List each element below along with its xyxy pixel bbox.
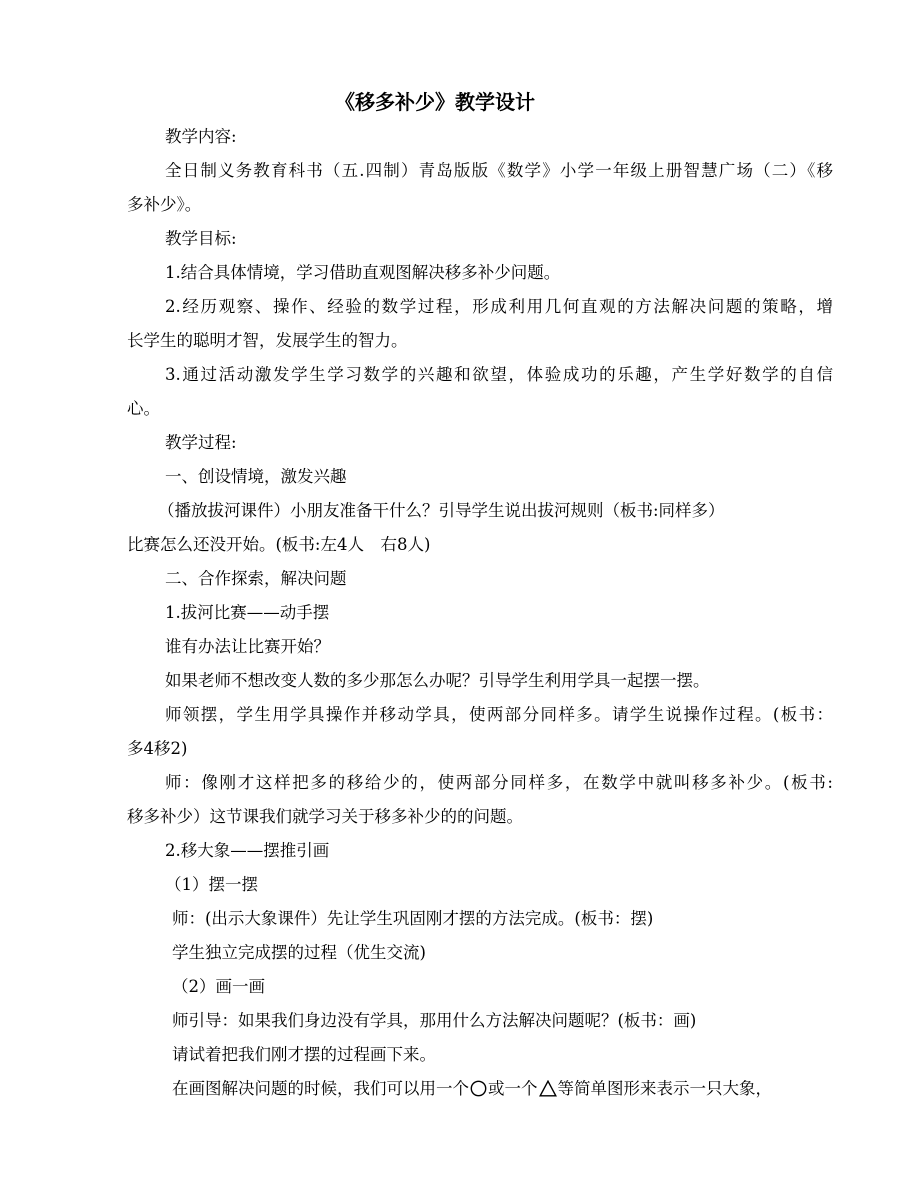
subsection-1-heading: 1.拔河比赛——动手摆 [165, 603, 330, 622]
document-title: 《移多补少》教学设计 [335, 90, 535, 114]
step-1-heading: （1）摆一摆 [165, 875, 258, 894]
subsection-2-heading: 2.移大象——摆推引画 [165, 841, 330, 860]
goal-3-line-1: 3.通过活动激发学生学习数学的兴趣和欲望，体验成功的乐趣，产生学好数学的自信 [165, 365, 833, 384]
goal-2-line-1: 2.经历观察、操作、经验的数学过程，形成利用几何直观的方法解决问题的策略，增 [165, 297, 833, 316]
section-1-line-1: （播放拔河课件）小朋友准备干什么？引导学生说出拔河规则（板书:同样多） [158, 501, 725, 520]
goal-2-line-2: 长学生的聪明才智，发展学生的智力。 [127, 331, 408, 350]
paragraph-1-line-2: 多4移2) [127, 739, 188, 758]
paragraph-2-line-1: 师：像刚才这样把多的移给少的，使两部分同样多，在数学中就叫移多补少。(板书: [165, 773, 833, 792]
process-heading: 教学过程: [165, 433, 237, 452]
content-line-2: 多补少》。 [127, 195, 202, 214]
content-heading: 教学内容: [165, 127, 237, 146]
paragraph-1-line-1: 师领摆，学生用学具操作并移动学具，使两部分同样多。请学生说操作过程。(板书： [165, 705, 833, 724]
goals-heading: 教学目标: [165, 229, 237, 248]
goal-3-line-2: 心。 [127, 399, 160, 418]
section-1-heading: 一、创设情境，激发兴趣 [165, 467, 347, 486]
final-line-part-3: 等简单图形来表示一只大象， [557, 1079, 772, 1098]
section-2-heading: 二、合作探索，解决问题 [165, 569, 347, 588]
step-1-line-2: 学生独立完成摆的过程（优生交流) [172, 943, 426, 962]
step-2-heading: （2）画一画 [172, 977, 265, 996]
section-1-line-2: 比赛怎么还没开始。(板书:左4人 右8人) [127, 535, 431, 554]
step-1-line-1: 师：(出示大象课件）先让学生巩固刚才摆的方法完成。(板书：摆) [172, 909, 654, 928]
content-line-1: 全日制义务教育科书（五.四制）青岛版版《数学》小学一年级上册智慧广场（二）《移 [165, 161, 833, 180]
goal-1: 1.结合具体情境，学习借助直观图解决移多补少问题。 [165, 263, 561, 282]
question-2: 如果老师不想改变人数的多少那怎么办呢？引导学生利用学具一起摆一摆。 [165, 671, 710, 690]
circle-icon [470, 1080, 487, 1103]
final-line [172, 1078, 772, 1103]
paragraph-2-line-2: 移多补少）这节课我们就学习关于移多补少的的问题。 [127, 807, 523, 826]
question-1: 谁有办法让比赛开始？ [165, 637, 330, 656]
step-2-line-2: 请试着把我们刚才摆的过程画下来。 [172, 1045, 436, 1064]
final-line-part-1: 在画图解决问题的时候，我们可以用一个 [172, 1079, 469, 1098]
triangle-icon [539, 1080, 557, 1103]
final-line-part-2: 或一个 [488, 1079, 538, 1098]
step-2-line-1: 师引导：如果我们身边没有学具，那用什么方法解决问题呢？(板书：画) [172, 1011, 697, 1030]
